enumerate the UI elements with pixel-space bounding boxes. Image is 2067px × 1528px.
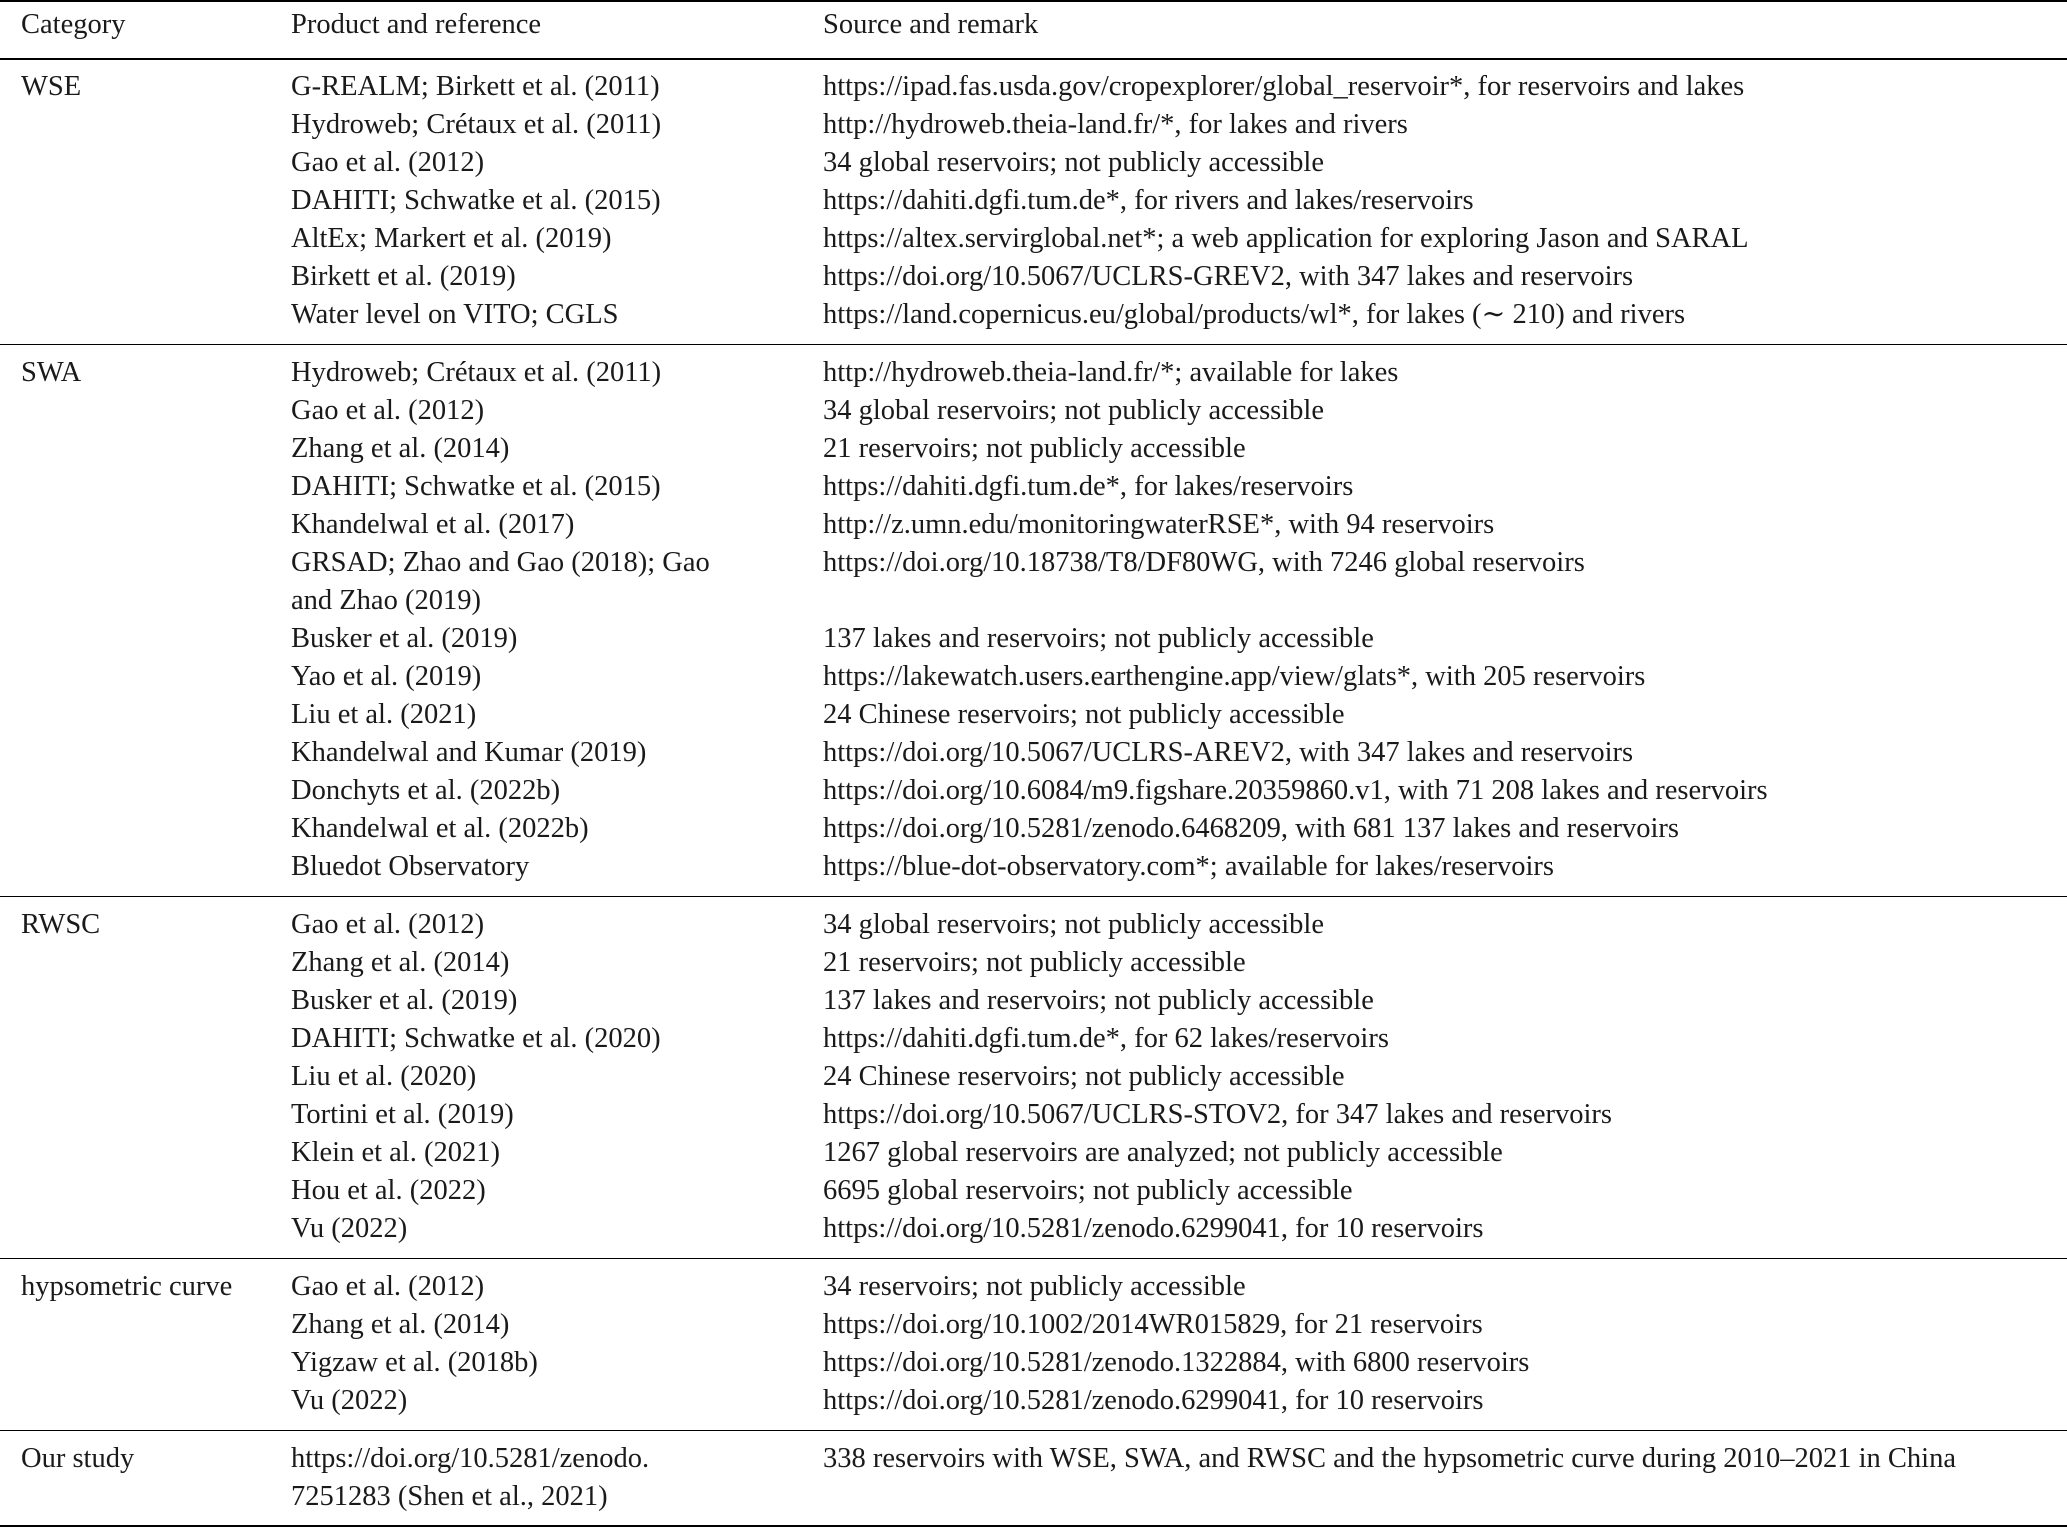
- table-row: Busker et al. (2019): [291, 985, 518, 1016]
- table-row: Liu et al. (2020): [291, 1061, 477, 1092]
- table-row: 137 lakes and reservoirs; not publicly accessible: [823, 985, 1374, 1016]
- table-row: https://doi.org/10.5281/zenodo.6299041, for 10 reservoirs: [823, 1385, 1484, 1416]
- table-row: https://land.copernicus.eu/global/products/wl*, for lakes (∼ 210) and rivers: [823, 299, 1686, 330]
- table-row: Klein et al. (2021): [291, 1137, 500, 1168]
- table-row: Busker et al. (2019): [291, 623, 518, 654]
- table-row: Vu (2022): [291, 1385, 408, 1416]
- table-row: https://doi.org/10.1002/2014WR015829, for 21 reservoirs: [823, 1309, 1483, 1340]
- group-rule: [0, 1430, 2067, 1431]
- table-row: https://doi.org/10.5067/UCLRS-STOV2, for 347 lakes and reservoirs: [823, 1099, 1612, 1130]
- table-row: 34 global reservoirs; not publicly accessible: [823, 909, 1324, 940]
- table-row: Gao et al. (2012): [291, 909, 485, 940]
- table-row: Vu (2022): [291, 1213, 408, 1244]
- product-line-1: GRSAD; Zhao and Gao (2018); Gao: [291, 547, 710, 578]
- table-row: https://doi.org/10.5281/zenodo.6299041, for 10 reservoirs: [823, 1213, 1484, 1244]
- table-row: DAHITI; Schwatke et al. (2020): [291, 1023, 661, 1054]
- table-row: http://hydroweb.theia-land.fr/*; available for lakes: [823, 357, 1399, 388]
- table-row: https://dahiti.dgfi.tum.de*, for rivers and lakes/reservoirs: [823, 185, 1474, 216]
- group-rule: [0, 1258, 2067, 1259]
- table-row: 137 lakes and reservoirs; not publicly accessible: [823, 623, 1374, 654]
- table-row: 338 reservoirs with WSE, SWA, and RWSC and the hypsometric curve during 2010–2021 in China: [823, 1443, 1957, 1474]
- table-row: https://doi.org/10.6084/m9.figshare.20359860.v1, with 71 208 lakes and reservoirs: [823, 775, 1768, 806]
- table-row: https://doi.org/10.5281/zenodo.1322884, with 6800 reservoirs: [823, 1347, 1530, 1378]
- category-wse: WSE: [21, 71, 82, 102]
- table-row: Gao et al. (2012): [291, 395, 485, 426]
- table-row: https://doi.org/10.5067/UCLRS-AREV2, with 347 lakes and reservoirs: [823, 737, 1634, 768]
- table-row: Liu et al. (2021): [291, 699, 477, 730]
- table-row: 24 Chinese reservoirs; not publicly accessible: [823, 1061, 1345, 1092]
- table-row: Zhang et al. (2014): [291, 1309, 510, 1340]
- table-row: https://ipad.fas.usda.gov/cropexplorer/global_reservoir*, for reservoirs and lakes: [823, 71, 1745, 102]
- table-row: https://altex.servirglobal.net*; a web application for exploring Jason and SARAL: [823, 223, 1749, 254]
- group-rule: [0, 344, 2067, 345]
- table-row: 24 Chinese reservoirs; not publicly accessible: [823, 699, 1345, 730]
- table-row: Zhang et al. (2014): [291, 947, 510, 978]
- category-our-study: Our study: [21, 1443, 135, 1474]
- table-row: 21 reservoirs; not publicly accessible: [823, 947, 1246, 978]
- table-row: Khandelwal et al. (2022b): [291, 813, 589, 844]
- table-row: Bluedot Observatory: [291, 851, 530, 882]
- table-row: http://hydroweb.theia-land.fr/*, for lakes and rivers: [823, 109, 1408, 140]
- table-row: Gao et al. (2012): [291, 1271, 485, 1302]
- table-row: https://dahiti.dgfi.tum.de*, for 62 lakes/reservoirs: [823, 1023, 1389, 1054]
- product-line-2: and Zhao (2019): [291, 585, 481, 616]
- table-row: http://z.umn.edu/monitoringwaterRSE*, with 94 reservoirs: [823, 509, 1495, 540]
- table-row: Birkett et al. (2019): [291, 261, 516, 292]
- product-line-1: https://doi.org/10.5281/zenodo.: [291, 1443, 650, 1474]
- table-row: [291, 1478, 608, 1516]
- table-top-rule: [0, 0, 2067, 2]
- table-row: 34 global reservoirs; not publicly accessible: [823, 147, 1324, 178]
- table-row: DAHITI; Schwatke et al. (2015): [291, 185, 661, 216]
- table-row: Water level on VITO; CGLS: [291, 299, 619, 330]
- table-row: https://dahiti.dgfi.tum.de*, for lakes/reservoirs: [823, 471, 1354, 502]
- header-rule: [0, 58, 2067, 60]
- table-row: https://doi.org/10.18738/T8/DF80WG, with 7246 global reservoirs: [823, 547, 1585, 578]
- header-product: Product and reference: [291, 9, 542, 40]
- table-bottom-rule: [0, 1525, 2067, 1527]
- table-row: Khandelwal et al. (2017): [291, 509, 575, 540]
- table-row: Hou et al. (2022): [291, 1175, 486, 1206]
- table-row: Yigzaw et al. (2018b): [291, 1347, 538, 1378]
- table-row: Zhang et al. (2014): [291, 433, 510, 464]
- table-row: [291, 544, 710, 582]
- table-row: Hydroweb; Crétaux et al. (2011): [291, 357, 662, 388]
- table-row: DAHITI; Schwatke et al. (2015): [291, 471, 661, 502]
- table-row: 34 reservoirs; not publicly accessible: [823, 1271, 1246, 1302]
- table-row: Yao et al. (2019): [291, 661, 482, 692]
- table-row: AltEx; Markert et al. (2019): [291, 223, 612, 254]
- table-row: 1267 global reservoirs are analyzed; not publicly accessible: [823, 1137, 1503, 1168]
- header-source: Source and remark: [823, 9, 1039, 40]
- table-row: Khandelwal and Kumar (2019): [291, 737, 647, 768]
- category-rwsc: RWSC: [21, 909, 101, 940]
- table-row: https://doi.org/10.5281/zenodo.6468209, with 681 137 lakes and reservoirs: [823, 813, 1679, 844]
- table-row: 21 reservoirs; not publicly accessible: [823, 433, 1246, 464]
- table-row: Gao et al. (2012): [291, 147, 485, 178]
- category-swa: SWA: [21, 357, 82, 388]
- table-row: Donchyts et al. (2022b): [291, 775, 561, 806]
- table-row: G-REALM; Birkett et al. (2011): [291, 71, 660, 102]
- table-row: [291, 1440, 649, 1478]
- product-line-2: 7251283 (Shen et al., 2021): [291, 1481, 608, 1512]
- table-row: [291, 582, 481, 620]
- table-row: https://doi.org/10.5067/UCLRS-GREV2, with 347 lakes and reservoirs: [823, 261, 1634, 292]
- table-row: Hydroweb; Crétaux et al. (2011): [291, 109, 662, 140]
- category-hypsometric-curve: hypsometric curve: [21, 1271, 233, 1302]
- header-category: Category: [21, 9, 126, 40]
- table-row: 6695 global reservoirs; not publicly accessible: [823, 1175, 1353, 1206]
- table-row: 34 global reservoirs; not publicly accessible: [823, 395, 1324, 426]
- table-row: https://lakewatch.users.earthengine.app/view/glats*, with 205 reservoirs: [823, 661, 1646, 692]
- table-row: https://blue-dot-observatory.com*; available for lakes/reservoirs: [823, 851, 1555, 882]
- group-rule: [0, 896, 2067, 897]
- table-row: Tortini et al. (2019): [291, 1099, 514, 1130]
